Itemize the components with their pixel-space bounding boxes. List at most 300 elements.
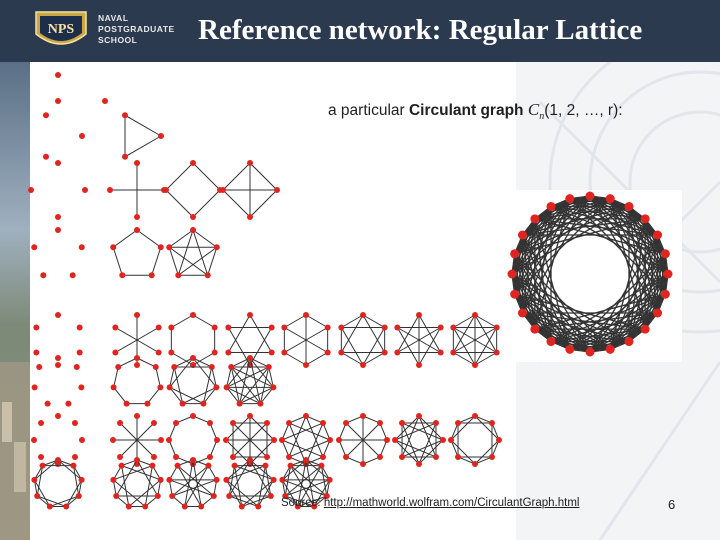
graph-vertex — [286, 454, 292, 460]
graph-vertex — [247, 457, 253, 463]
graph-vertex — [226, 493, 232, 499]
graph-vertex — [230, 420, 236, 426]
graph-vertex — [173, 420, 179, 426]
graph-vertex — [653, 231, 662, 240]
graph-vertex — [281, 325, 287, 331]
graph-vertex — [47, 504, 53, 510]
graph-vertex — [144, 401, 150, 407]
circulant-graph-c5 — [31, 227, 85, 278]
graph-vertex — [279, 437, 285, 443]
subtitle-symbol: C — [527, 100, 540, 119]
graph-vertex — [392, 437, 398, 443]
graph-vertex — [661, 249, 670, 258]
graph-edge — [223, 163, 250, 190]
graph-vertex — [205, 463, 211, 469]
graph-vertex — [268, 493, 274, 499]
graph-vertex — [338, 350, 344, 356]
graph-vertex — [360, 461, 366, 467]
graph-vertex — [55, 227, 61, 233]
page-number: 6 — [668, 497, 676, 512]
graph-vertex — [134, 413, 140, 419]
graph-vertex — [36, 364, 42, 370]
graph-vertex — [318, 463, 324, 469]
graph-vertex — [230, 454, 236, 460]
graph-vertex — [530, 325, 539, 334]
graph-vertex — [320, 454, 326, 460]
graph-edge — [58, 460, 82, 480]
graph-edge — [172, 480, 216, 496]
graph-vertex — [214, 244, 220, 250]
graph-vertex — [214, 437, 220, 443]
circulant-graph-n1 — [55, 72, 61, 78]
graph-vertex — [382, 350, 388, 356]
graph-vertex — [247, 413, 253, 419]
subtitle — [328, 100, 623, 122]
graph-vertex — [450, 350, 456, 356]
graph-vertex — [508, 270, 517, 279]
graph-edge — [395, 440, 419, 464]
graph-vertex — [107, 187, 113, 193]
graph-vertex — [117, 454, 123, 460]
graph-vertex — [224, 384, 230, 390]
graph-vertex — [45, 401, 51, 407]
graph-edge — [282, 480, 326, 496]
graph-vertex — [153, 364, 159, 370]
graph-vertex — [190, 160, 196, 166]
graph-vertex — [190, 457, 196, 463]
graph-edge — [223, 190, 250, 217]
graph-edge — [178, 247, 216, 275]
graph-edge — [250, 163, 277, 190]
graph-vertex — [32, 384, 38, 390]
graph-vertex — [117, 420, 123, 426]
graph-vertex — [264, 420, 270, 426]
graph-vertex — [190, 413, 196, 419]
graph-vertex — [173, 454, 179, 460]
graph-vertex — [399, 420, 405, 426]
circulant-graph-c8 — [336, 413, 390, 467]
graph-vertex — [207, 454, 213, 460]
graph-vertex — [360, 312, 366, 318]
graph-vertex — [149, 463, 155, 469]
graph-vertex — [303, 457, 309, 463]
graph-vertex — [180, 401, 186, 407]
graph-vertex — [134, 362, 140, 368]
subtitle-sub: n — [539, 111, 545, 123]
graph-edge — [451, 416, 475, 440]
graph-vertex — [269, 350, 275, 356]
graph-vertex — [40, 272, 46, 278]
graph-vertex — [438, 325, 444, 331]
graph-vertex — [472, 362, 478, 368]
graph-vertex — [547, 202, 556, 211]
graph-vertex — [155, 493, 161, 499]
graph-edge — [306, 353, 328, 366]
graph-vertex — [79, 244, 85, 250]
graph-vertex — [63, 504, 69, 510]
graph-vertex — [496, 437, 502, 443]
graph-vertex — [158, 244, 164, 250]
graph-vertex — [190, 312, 196, 318]
graph-edge — [291, 466, 327, 496]
graph-vertex — [472, 413, 478, 419]
graph-vertex — [158, 477, 164, 483]
graph-vertex — [163, 187, 169, 193]
graph-vertex — [151, 420, 157, 426]
graph-vertex — [510, 249, 519, 258]
graph-vertex — [31, 437, 37, 443]
graph-edge — [193, 230, 217, 247]
graph-edge — [166, 190, 193, 217]
graph-vertex — [547, 337, 556, 346]
graph-vertex — [325, 325, 331, 331]
graph-edge — [169, 247, 178, 275]
graph-vertex — [494, 350, 500, 356]
graph-vertex — [70, 463, 76, 469]
graph-vertex — [55, 413, 61, 419]
graph-vertex — [72, 420, 78, 426]
graph-vertex — [190, 227, 196, 233]
graph-edge — [419, 416, 443, 440]
graph-vertex — [625, 337, 634, 346]
graph-vertex — [43, 112, 49, 118]
graph-vertex — [198, 504, 204, 510]
graph-edge — [113, 230, 137, 247]
graph-vertex — [110, 244, 116, 250]
graph-vertex — [472, 461, 478, 467]
graph-vertex — [286, 420, 292, 426]
graph-vertex — [377, 420, 383, 426]
graph-vertex — [510, 290, 519, 299]
graph-edge — [156, 367, 161, 387]
graph-vertex — [134, 227, 140, 233]
subtitle-bold: Circulant graph — [408, 102, 524, 119]
graph-vertex — [182, 504, 188, 510]
graph-vertex — [625, 202, 634, 211]
graph-vertex — [262, 463, 268, 469]
graph-vertex — [169, 493, 175, 499]
graph-vertex — [303, 312, 309, 318]
graph-vertex — [124, 401, 130, 407]
graph-edge — [306, 315, 328, 328]
slide-title: Reference network: Regular Lattice — [198, 14, 643, 46]
graph-edge — [152, 247, 161, 275]
graph-vertex — [303, 413, 309, 419]
graph-vertex — [119, 272, 125, 278]
graph-edge — [193, 315, 215, 328]
graph-vertex — [112, 350, 118, 356]
graph-edge — [122, 466, 129, 507]
subtitle-prefix: a particular — [328, 102, 409, 119]
graph-edge — [193, 163, 220, 190]
graph-vertex — [225, 325, 231, 331]
graph-vertex — [134, 457, 140, 463]
graph-vertex — [247, 312, 253, 318]
graph-edge — [114, 387, 127, 403]
graph-vertex — [416, 413, 422, 419]
graph-vertex — [394, 350, 400, 356]
graph-vertex — [38, 454, 44, 460]
graph-vertex — [166, 244, 172, 250]
graph-vertex — [190, 214, 196, 220]
graph-vertex — [494, 325, 500, 331]
graph-vertex — [168, 325, 174, 331]
graph-vertex — [171, 364, 177, 370]
circulant-graph-c4 — [220, 160, 280, 220]
graph-vertex — [338, 325, 344, 331]
graph-vertex — [281, 350, 287, 356]
graph-vertex — [167, 384, 173, 390]
graph-vertex — [134, 160, 140, 166]
school-line: POSTGRADUATE — [98, 24, 175, 34]
graph-vertex — [530, 214, 539, 223]
graph-vertex — [102, 98, 108, 104]
graph-vertex — [223, 477, 229, 483]
graph-vertex — [433, 420, 439, 426]
graph-vertex — [440, 437, 446, 443]
graph-edge — [169, 230, 193, 247]
graph-edge — [285, 466, 321, 496]
graph-vertex — [168, 350, 174, 356]
graph-vertex — [394, 325, 400, 331]
graph-vertex — [448, 437, 454, 443]
graph-vertex — [110, 437, 116, 443]
graph-vertex — [232, 463, 238, 469]
graph-vertex — [641, 325, 650, 334]
source-link[interactable]: http://mathworld.wolfram.com/CirculantGraph.html — [323, 497, 580, 509]
graph-vertex — [79, 133, 85, 139]
graph-edge — [284, 315, 306, 328]
graph-vertex — [565, 194, 574, 203]
graph-edge — [208, 247, 217, 275]
graph-edge — [282, 460, 306, 480]
graph-vertex — [156, 325, 162, 331]
graph-vertex — [65, 401, 71, 407]
graph-vertex — [38, 420, 44, 426]
graph-vertex — [158, 437, 164, 443]
graph-vertex — [303, 362, 309, 368]
graph-vertex — [34, 493, 40, 499]
graph-edge — [178, 466, 214, 496]
graph-vertex — [40, 463, 46, 469]
circulant-graph-n2 — [55, 98, 61, 104]
graph-vertex — [247, 214, 253, 220]
graph-vertex — [257, 401, 263, 407]
circulant-graph-c6 — [338, 312, 387, 368]
graph-vertex — [518, 309, 527, 318]
graph-edge — [169, 247, 207, 275]
graph-vertex — [416, 362, 422, 368]
graph-vertex — [336, 437, 342, 443]
graph-vertex — [205, 272, 211, 278]
graph-vertex — [416, 312, 422, 318]
graph-vertex — [33, 325, 39, 331]
graph-edge — [166, 163, 193, 190]
graph-edge — [145, 466, 152, 507]
graph-vertex — [489, 420, 495, 426]
graph-vertex — [211, 493, 217, 499]
graph-vertex — [213, 384, 219, 390]
graph-vertex — [55, 362, 61, 368]
graph-edge — [250, 190, 277, 217]
school-line: NAVAL — [98, 13, 129, 23]
graph-vertex — [220, 187, 226, 193]
graph-vertex — [55, 72, 61, 78]
graph-edge — [284, 353, 306, 366]
graph-vertex — [455, 454, 461, 460]
graph-vertex — [115, 364, 121, 370]
graph-edge — [285, 480, 329, 496]
graph-vertex — [77, 350, 83, 356]
graph-vertex — [55, 312, 61, 318]
graph-edge — [125, 136, 161, 157]
graph-vertex — [78, 384, 84, 390]
graph-vertex — [586, 192, 595, 201]
graph-vertex — [360, 362, 366, 368]
graph-vertex — [166, 477, 172, 483]
graph-vertex — [606, 194, 615, 203]
graph-vertex — [77, 325, 83, 331]
graph-vertex — [271, 477, 277, 483]
graph-vertex — [122, 154, 128, 160]
graph-vertex — [79, 477, 85, 483]
graph-vertex — [228, 364, 234, 370]
circulant-graph-c6 — [450, 312, 499, 368]
graph-edge — [169, 480, 213, 496]
circulant-graph-c6 — [394, 312, 443, 368]
circulant-graph-c4 — [28, 160, 88, 220]
graph-vertex — [223, 437, 229, 443]
graph-vertex — [43, 154, 49, 160]
graph-vertex — [214, 477, 220, 483]
graph-vertex — [70, 272, 76, 278]
graph-vertex — [200, 401, 206, 407]
graph-vertex — [31, 244, 37, 250]
graph-edge — [147, 387, 160, 403]
circulant-graph-n2 — [102, 98, 108, 104]
graph-edge — [419, 440, 443, 464]
graph-vertex — [72, 454, 78, 460]
school-line: SCHOOL — [98, 35, 138, 45]
graph-vertex — [274, 187, 280, 193]
graph-vertex — [55, 355, 61, 361]
graph-vertex — [239, 504, 245, 510]
source-label: Source: — [281, 497, 324, 509]
graph-vertex — [55, 160, 61, 166]
graph-vertex — [327, 477, 333, 483]
graph-vertex — [190, 355, 196, 361]
graph-vertex — [122, 112, 128, 118]
graph-vertex — [433, 454, 439, 460]
graph-vertex — [151, 454, 157, 460]
graph-vertex — [455, 420, 461, 426]
graph-vertex — [207, 420, 213, 426]
circulant-graph-c8 — [448, 413, 502, 467]
graph-vertex — [111, 384, 117, 390]
graph-vertex — [126, 504, 132, 510]
graph-vertex — [175, 272, 181, 278]
graph-vertex — [288, 463, 294, 469]
graph-vertex — [416, 461, 422, 467]
graph-vertex — [166, 437, 172, 443]
graph-vertex — [55, 98, 61, 104]
circulant-graph-c4 — [107, 160, 167, 220]
large-circulant-graph — [508, 192, 673, 357]
graph-vertex — [247, 355, 253, 361]
graph-vertex — [377, 454, 383, 460]
graph-vertex — [212, 350, 218, 356]
circulant-graph-c8 — [392, 413, 446, 467]
graph-vertex — [472, 312, 478, 318]
graph-vertex — [382, 325, 388, 331]
circulant-graph-c4 — [163, 160, 223, 220]
graph-edge — [125, 115, 161, 136]
graph-vertex — [156, 350, 162, 356]
graph-vertex — [55, 457, 61, 463]
graph-vertex — [82, 187, 88, 193]
graph-vertex — [653, 309, 662, 318]
graph-vertex — [327, 437, 333, 443]
circulant-graph-c3 — [122, 112, 164, 160]
graph-vertex — [270, 384, 276, 390]
graph-edge — [114, 367, 119, 387]
source-citation — [281, 497, 579, 509]
graph-vertex — [586, 348, 595, 357]
graph-vertex — [399, 454, 405, 460]
graph-vertex — [79, 437, 85, 443]
circulant-graph-c5 — [110, 227, 164, 278]
graph-vertex — [255, 504, 261, 510]
graph-vertex — [641, 214, 650, 223]
graph-vertex — [110, 477, 116, 483]
graph-vertex — [76, 493, 82, 499]
graph-edge — [171, 315, 193, 328]
graph-vertex — [112, 325, 118, 331]
graph-vertex — [325, 350, 331, 356]
graph-edge — [178, 230, 193, 275]
graph-vertex — [119, 463, 125, 469]
graph-edge — [172, 466, 208, 496]
graph-vertex — [320, 420, 326, 426]
graph-vertex — [360, 413, 366, 419]
graph-edge — [34, 460, 58, 480]
graph-vertex — [518, 231, 527, 240]
graph-vertex — [266, 364, 272, 370]
seal-text: NPS — [47, 22, 75, 37]
graph-vertex — [269, 325, 275, 331]
graph-edge — [306, 460, 330, 480]
subtitle-params: (1, 2, …, r): — [544, 102, 623, 119]
graph-vertex — [661, 290, 670, 299]
graph-vertex — [157, 384, 163, 390]
graph-vertex — [33, 350, 39, 356]
graph-vertex — [450, 325, 456, 331]
graph-edge — [475, 416, 499, 440]
graph-edge — [137, 230, 161, 247]
graph-vertex — [142, 504, 148, 510]
graph-vertex — [264, 454, 270, 460]
graph-vertex — [209, 364, 215, 370]
graph-vertex — [113, 493, 119, 499]
graph-vertex — [134, 355, 140, 361]
graph-vertex — [438, 350, 444, 356]
graph-edge — [395, 416, 419, 440]
graph-vertex — [212, 325, 218, 331]
graph-vertex — [237, 401, 243, 407]
circulant-graph-c5 — [166, 227, 220, 278]
graph-vertex — [28, 187, 34, 193]
graph-vertex — [31, 477, 37, 483]
